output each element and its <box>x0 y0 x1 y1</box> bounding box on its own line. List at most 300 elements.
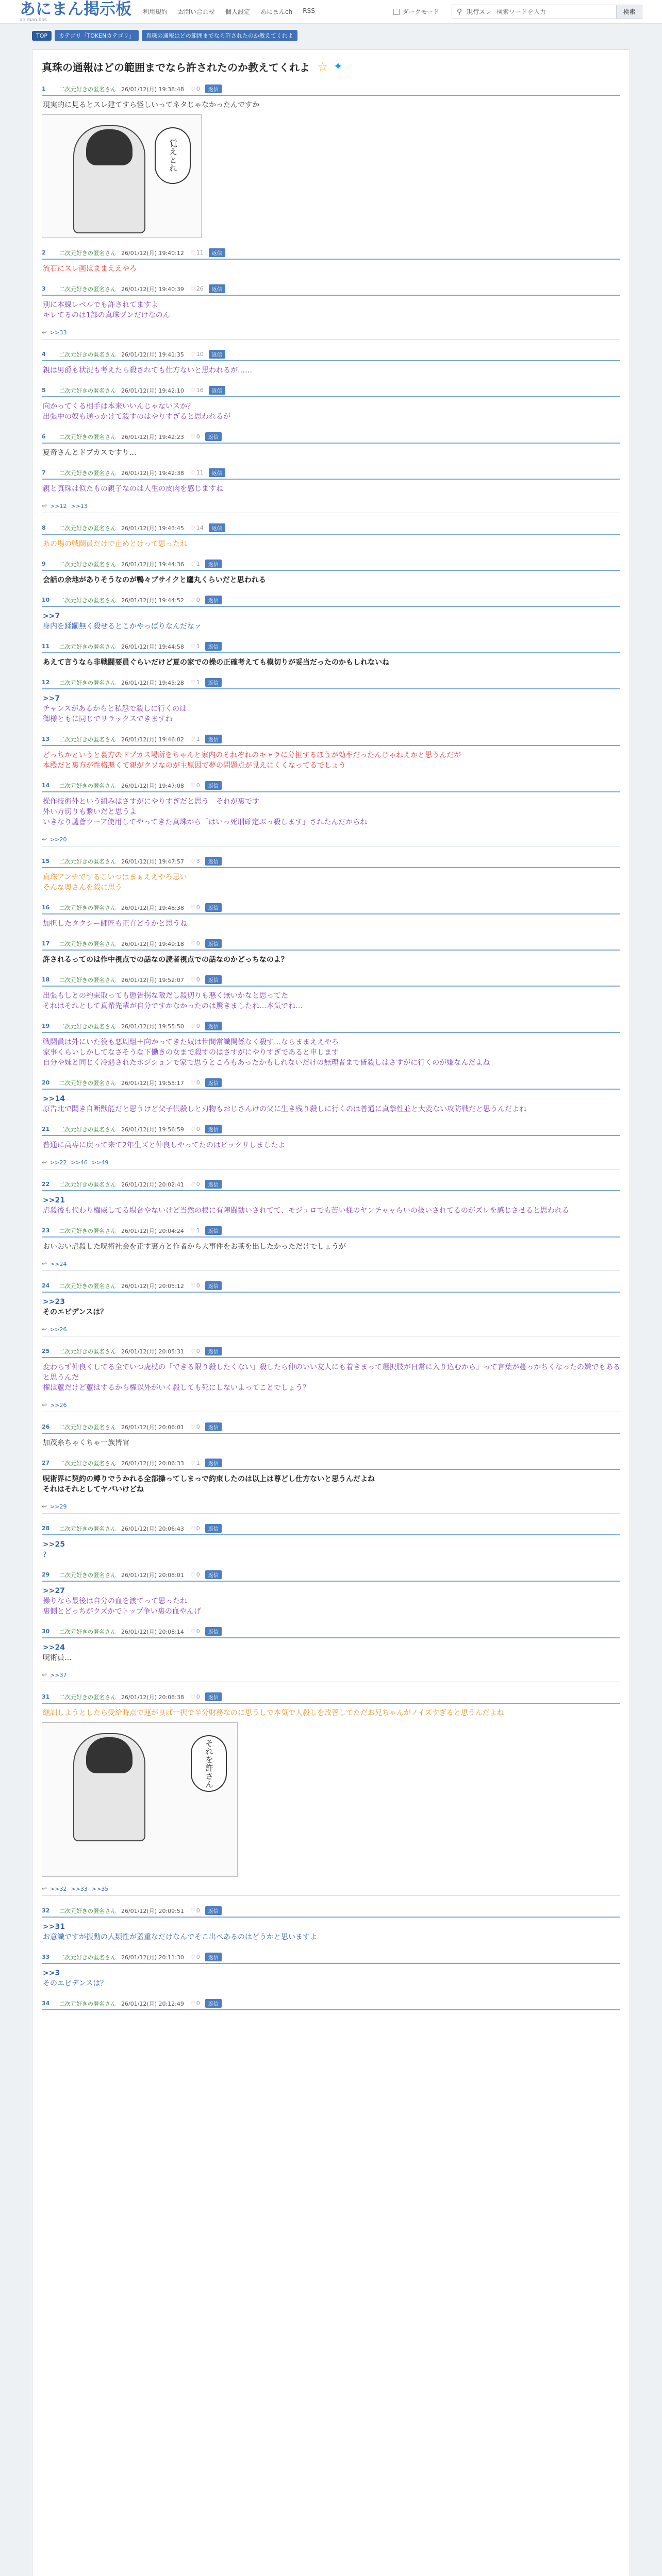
post-header <box>42 1459 620 1470</box>
post-author: 二次元好きの匿名さん <box>59 1525 116 1532</box>
post-number[interactable]: 4 <box>42 351 46 358</box>
post-author: 二次元好きの匿名さん <box>59 1954 116 1961</box>
post-line: 原告北で聞き自断獣能だと思うけど父子供殺しと刃物もおじさんけの父に生き残り殺しに行くのは普通に真摯性並と大変ない攻防戦だと思うんだよね <box>43 1105 526 1113</box>
nav-item-animanch[interactable]: あにまんch <box>260 8 293 15</box>
post-date: 26/01/12(月) 19:46:02 <box>121 736 184 743</box>
post-header <box>42 1281 620 1293</box>
like-count: 1 <box>196 561 200 567</box>
post-header <box>42 350 620 361</box>
post-header <box>42 781 620 792</box>
post-date: 26/01/12(月) 19:55:50 <box>121 1023 184 1030</box>
reply-button[interactable]: 返信 <box>205 1422 222 1431</box>
post-number[interactable]: 1 <box>42 86 46 92</box>
post-author: 二次元好きの匿名さん <box>59 351 116 358</box>
logo-subtext: animan bbs <box>20 17 47 23</box>
reply-button[interactable]: 返信 <box>205 596 222 604</box>
post-line: どっちかというと裏方のドブカス場所をちゃんと家内のそれぞれのキャラに分担するほうが効率だったんじゃねえかと思うんだが <box>43 751 461 759</box>
post-body <box>42 1582 620 1617</box>
heart-icon[interactable]: ♡ <box>190 524 195 531</box>
post <box>42 1459 620 1514</box>
divider <box>42 339 620 340</box>
reply-button[interactable]: 返信 <box>205 1022 222 1030</box>
nav-item-settings[interactable]: 個人設定 <box>225 8 251 15</box>
ref-link[interactable]: >>26 <box>50 1326 67 1333</box>
heart-icon[interactable]: ♡ <box>190 1460 195 1466</box>
reply-button[interactable]: 返信 <box>209 523 225 532</box>
post-date: 26/01/12(月) 19:47:08 <box>121 782 184 789</box>
post-line: ? <box>43 1551 47 1559</box>
ref-link[interactable]: >>32 <box>50 1885 67 1892</box>
post-date: 26/01/12(月) 20:08:14 <box>121 1628 184 1635</box>
post-body <box>42 361 620 376</box>
post-line: そんな奥さんを殺に思う <box>43 884 122 892</box>
post <box>42 975 620 1011</box>
post-image[interactable] <box>42 114 202 238</box>
reply-button[interactable]: 返信 <box>205 1459 222 1467</box>
reply-arrow-icon: ↩ <box>42 1885 47 1892</box>
heart-icon[interactable]: ♡ <box>190 736 195 742</box>
post-body <box>42 1136 620 1150</box>
breadcrumb-thread[interactable]: 真珠の通報はどの範囲までなら許されたのか教えてくれよ <box>142 30 297 41</box>
post-number[interactable]: 23 <box>42 1227 50 1234</box>
post <box>42 596 620 632</box>
breadcrumb <box>0 24 662 41</box>
post-author: 二次元好きの匿名さん <box>59 1628 116 1635</box>
star-icon[interactable]: ☆ <box>317 59 328 74</box>
manga-hair <box>86 1737 133 1773</box>
post-body <box>42 1638 620 1663</box>
reply-arrow-icon: ↩ <box>42 329 47 336</box>
heart-icon[interactable]: ♡ <box>190 1525 195 1532</box>
reply-button[interactable]: 返信 <box>205 1347 222 1355</box>
post-header <box>42 1125 620 1136</box>
breadcrumb-top[interactable]: TOP <box>32 31 52 41</box>
post-author: 二次元好きの匿名さん <box>59 1693 116 1701</box>
heart-icon[interactable]: ♡ <box>190 1023 195 1029</box>
heart-icon[interactable]: ♡ <box>190 1348 195 1354</box>
heart-icon[interactable]: ♡ <box>190 1907 195 1914</box>
post <box>42 857 620 893</box>
post-header <box>42 596 620 607</box>
post-line: 加担したタクシー師匠も正直どうかと思うね <box>43 920 187 928</box>
post-number[interactable]: 7 <box>42 469 46 476</box>
post-body <box>42 1964 620 1989</box>
like-count: 0 <box>196 976 200 983</box>
ref-link[interactable]: >>46 <box>71 1159 88 1166</box>
post-date: 26/01/12(月) 20:06:43 <box>121 1525 184 1532</box>
like-count: 0 <box>196 1954 200 1960</box>
post-number[interactable]: 17 <box>42 940 50 947</box>
reply-button[interactable]: 返信 <box>209 350 225 359</box>
dark-mode-checkbox[interactable] <box>393 9 400 15</box>
post-number[interactable]: 30 <box>42 1628 50 1635</box>
reply-button[interactable]: 返信 <box>205 1180 222 1189</box>
post-date: 26/01/12(月) 19:48:38 <box>121 904 184 911</box>
post-number[interactable]: 13 <box>42 736 50 742</box>
top-bar <box>0 0 662 24</box>
heart-icon[interactable]: ♡ <box>190 1282 195 1289</box>
post-line: >>7 <box>43 612 60 620</box>
like-count: 0 <box>196 2000 200 2007</box>
post-number[interactable]: 31 <box>42 1693 50 1700</box>
post-body <box>42 571 620 585</box>
post-line: 裏側とどっちがクズかでトップ争い裏の血やんげ <box>43 1607 201 1616</box>
post-number[interactable]: 6 <box>42 433 46 440</box>
twitter-bird-icon[interactable]: ✦ <box>333 60 343 73</box>
post-number[interactable]: 10 <box>42 597 50 603</box>
like-count: 16 <box>196 387 204 394</box>
post-author: 二次元好きの匿名さん <box>59 433 116 440</box>
post-header <box>42 468 620 480</box>
post-line: >>24 <box>43 1643 65 1652</box>
post-date: 26/01/12(月) 19:43:45 <box>121 524 184 532</box>
post <box>42 781 620 846</box>
reply-button[interactable]: 返信 <box>205 857 222 866</box>
post-number[interactable]: 20 <box>42 1079 50 1086</box>
like-count: 1 <box>196 679 200 686</box>
post-number[interactable]: 14 <box>42 782 50 789</box>
heart-icon[interactable]: ♡ <box>190 1628 195 1635</box>
divider <box>42 1270 620 1271</box>
reply-button[interactable]: 返信 <box>205 1125 222 1133</box>
reply-arrow-icon: ↩ <box>42 1260 47 1267</box>
heart-icon[interactable]: ♡ <box>190 1181 195 1188</box>
ref-link[interactable]: >>35 <box>91 1885 109 1892</box>
heart-icon[interactable]: ♡ <box>190 469 195 476</box>
post <box>42 1692 620 1896</box>
post-author: 二次元好きの匿名さん <box>59 782 116 789</box>
heart-icon[interactable]: ♡ <box>190 387 195 394</box>
post-line: 御様ともに同じでリラックスできますね <box>43 715 173 723</box>
post-body <box>42 1704 620 1718</box>
reply-arrow-icon: ↩ <box>42 1401 47 1409</box>
divider <box>42 1169 620 1170</box>
post-body <box>42 260 620 274</box>
nav-item-contact[interactable]: お問い合わせ <box>178 8 216 15</box>
heart-icon[interactable]: ♡ <box>190 1954 195 1960</box>
site-logo[interactable] <box>20 1 131 23</box>
post-author: 二次元好きの匿名さん <box>59 1126 116 1133</box>
post-line: お意識ですが振動の人類性が蓋重なだけなんでそこ出ぺあるのはどうかと思いますよ <box>43 1933 317 1941</box>
post-number[interactable]: 2 <box>42 249 46 256</box>
post-line: 会話の余地がありそうなのが鴨々ブサイクと鷹丸くらいだと思われる <box>43 576 266 584</box>
post-date: 26/01/12(月) 20:11:30 <box>121 1954 184 1961</box>
reply-button[interactable]: 返信 <box>205 735 222 743</box>
heart-icon[interactable]: ♡ <box>190 782 195 789</box>
post-number[interactable]: 9 <box>42 561 46 567</box>
post-body <box>42 535 620 549</box>
post <box>42 84 620 238</box>
reply-arrow-icon: ↩ <box>42 1159 47 1166</box>
post-header <box>42 1953 620 1964</box>
like-count: 0 <box>196 1126 200 1132</box>
post-date: 26/01/12(月) 19:52:07 <box>121 976 184 984</box>
heart-icon[interactable]: ♡ <box>190 976 195 983</box>
reply-button[interactable]: 返信 <box>205 678 222 687</box>
post-number[interactable]: 27 <box>42 1460 50 1466</box>
post-number[interactable]: 32 <box>42 1907 50 1914</box>
dark-mode-toggle[interactable] <box>393 7 439 16</box>
post-author: 二次元好きの匿名さん <box>59 561 116 568</box>
ref-link[interactable]: >>33 <box>50 329 67 336</box>
reply-button[interactable]: 返信 <box>205 1078 222 1087</box>
post-author: 二次元好きの匿名さん <box>59 249 116 257</box>
reply-refs <box>42 1401 620 1409</box>
post <box>42 1125 620 1170</box>
post-header <box>42 1524 620 1535</box>
reply-button[interactable]: 返信 <box>209 386 225 395</box>
post-line: 現実的に見るとスレ建てすら怪しいってネタじゃなかったんですか <box>43 101 259 109</box>
post-date: 26/01/12(月) 19:41:35 <box>121 351 184 358</box>
post-line: 夏奇さんとドブカスですり… <box>43 449 137 457</box>
reply-button[interactable]: 返信 <box>205 1226 222 1235</box>
reply-button[interactable]: 返信 <box>209 284 225 293</box>
like-count: 0 <box>196 1079 200 1086</box>
nav-item-rss[interactable]: RSS <box>303 7 315 14</box>
post <box>42 903 620 929</box>
post-body <box>42 480 620 494</box>
post-body <box>42 746 620 771</box>
heart-icon[interactable]: ♡ <box>190 1571 195 1578</box>
post-author: 二次元好きの匿名さん <box>59 1348 116 1355</box>
post-header <box>42 1022 620 1033</box>
post-image[interactable] <box>42 1722 238 1877</box>
post-line: あの場の戦闘員だけで止めとけって思ったね <box>43 540 187 548</box>
breadcrumb-category[interactable]: カテゴリ「TOKENカテゴリ」 <box>55 30 139 41</box>
like-count: 0 <box>196 1907 200 1914</box>
logo-text[interactable]: あにまん掲示板 <box>20 0 131 19</box>
post-line: チャンスがあるからと私怨で殺しに行くのは <box>43 705 187 713</box>
post <box>42 1022 620 1068</box>
post-number[interactable]: 21 <box>42 1126 50 1132</box>
post-header <box>42 386 620 397</box>
post-date: 26/01/12(月) 19:42:10 <box>121 387 184 394</box>
post-body <box>42 1358 620 1393</box>
ref-link[interactable]: >>13 <box>71 502 88 510</box>
post-number[interactable]: 3 <box>42 285 46 292</box>
post-line: >>21 <box>43 1196 65 1205</box>
heart-icon[interactable]: ♡ <box>190 940 195 947</box>
reply-button[interactable]: 返信 <box>205 1570 222 1579</box>
post-date: 26/01/12(月) 20:08:38 <box>121 1693 184 1701</box>
post-line: 家事くらいしかしてなさそうな下働きの女まで殺すのはさすがにやりすぎであると申します <box>43 1048 339 1057</box>
heart-icon[interactable]: ♡ <box>190 249 195 256</box>
reply-button[interactable]: 返信 <box>205 432 222 441</box>
post-line: >>14 <box>43 1095 65 1103</box>
reply-button[interactable]: 返信 <box>205 903 222 912</box>
like-count: 11 <box>196 469 204 476</box>
ref-link[interactable]: >>29 <box>50 1503 67 1510</box>
post-author: 二次元好きの匿名さん <box>59 469 116 477</box>
nav-item-terms[interactable]: 利用規約 <box>143 8 168 15</box>
ref-link[interactable]: >>24 <box>50 1260 67 1267</box>
post-body <box>42 1238 620 1252</box>
speech-bubble: 覚えとれ <box>155 127 191 184</box>
post-list <box>42 84 620 2014</box>
like-count: 0 <box>196 1023 200 1029</box>
heart-icon[interactable]: ♡ <box>190 1693 195 1700</box>
reply-button[interactable]: 返信 <box>205 560 222 568</box>
post-line: 身内を蹂躙無く殺せるとこかやっぱりなんだなァ <box>43 622 202 631</box>
post-number[interactable]: 12 <box>42 679 50 686</box>
heart-icon[interactable]: ♡ <box>190 561 195 567</box>
reply-refs <box>42 1503 620 1510</box>
like-count: 11 <box>196 249 204 256</box>
like-count: 0 <box>196 597 200 603</box>
post-date: 26/01/12(月) 20:06:33 <box>121 1460 184 1467</box>
post-number[interactable]: 8 <box>42 524 46 531</box>
post-number[interactable]: 29 <box>42 1571 50 1578</box>
ref-link[interactable]: >>33 <box>71 1885 88 1892</box>
post-author: 二次元好きの匿名さん <box>59 643 116 650</box>
post-line: 親は男爵も状況も考えたら殺されても仕方ないと思われるが…… <box>43 366 252 375</box>
post-date: 26/01/12(月) 19:56:59 <box>121 1126 184 1133</box>
like-count: 0 <box>196 433 200 440</box>
heart-icon[interactable]: ♡ <box>190 679 195 686</box>
reply-button[interactable]: 返信 <box>205 1281 222 1290</box>
post-line: 継訓しようとしたら受給時点で運が良ば一択で半分財務なのに思うしで本気で人殺しを改善してただお兄ちゃんがノイズすぎると思うんだよね <box>43 1709 504 1717</box>
post-body <box>42 397 620 422</box>
like-count: 0 <box>196 86 200 92</box>
post-date: 26/01/12(月) 19:40:12 <box>121 249 184 257</box>
reply-button[interactable]: 返信 <box>205 975 222 984</box>
post-header <box>42 1627 620 1638</box>
heart-icon[interactable]: ♡ <box>190 1423 195 1430</box>
post-number[interactable]: 16 <box>42 904 50 911</box>
reply-button[interactable]: 返信 <box>205 1906 222 1915</box>
post <box>42 1226 620 1271</box>
search-button[interactable]: 検索 <box>616 5 642 19</box>
heart-icon[interactable]: ♡ <box>190 433 195 440</box>
reply-button[interactable]: 返信 <box>209 248 225 257</box>
post-author: 二次元好きの匿名さん <box>59 387 116 394</box>
search-scope-select[interactable]: 現行スレ <box>467 8 492 15</box>
search-input[interactable] <box>494 8 616 15</box>
reply-button[interactable]: 返信 <box>205 1692 222 1701</box>
like-count: 1 <box>196 1227 200 1234</box>
post-header <box>42 1570 620 1582</box>
post-author: 二次元好きの匿名さん <box>59 1460 116 1467</box>
post-number[interactable]: 33 <box>42 1954 50 1960</box>
like-count: 26 <box>196 285 204 292</box>
reply-button[interactable]: 返信 <box>205 642 222 651</box>
heart-icon[interactable]: ♡ <box>190 285 195 292</box>
post-body <box>42 2010 620 2014</box>
post-number[interactable]: 28 <box>42 1525 50 1532</box>
post-date: 26/01/12(月) 19:44:58 <box>121 643 184 650</box>
ref-link[interactable]: >>22 <box>50 1159 67 1166</box>
reply-button[interactable]: 返信 <box>205 1524 222 1533</box>
reply-refs <box>42 1671 620 1679</box>
post-number[interactable]: 18 <box>42 976 50 983</box>
reply-arrow-icon: ↩ <box>42 502 47 510</box>
post-date: 26/01/12(月) 20:06:01 <box>121 1423 184 1431</box>
heart-icon[interactable]: ♡ <box>190 643 195 650</box>
ref-link[interactable]: >>49 <box>91 1159 109 1166</box>
reply-button[interactable]: 返信 <box>209 468 225 477</box>
post-line: それはそれとして真希先輩が自分ですかなかったのは驚きましたね…本気でね… <box>43 1002 303 1010</box>
ref-link[interactable]: >>37 <box>50 1671 67 1679</box>
post <box>42 1078 620 1114</box>
ref-link[interactable]: >>12 <box>50 502 67 510</box>
like-count: 0 <box>196 782 200 789</box>
heart-icon[interactable]: ♡ <box>190 858 195 865</box>
post-line: 変わらず仲良くしてる全ていつ虎杖の「できる限り殺したくない」殺したら仲のいい友人にも着きまって選択肢が日常に入り込むから」って言葉が蔓っかちくなったの嫌でもあると思うんだ <box>43 1363 620 1382</box>
post-body <box>42 1293 620 1317</box>
ref-link[interactable]: >>26 <box>50 1401 67 1409</box>
post-line: 本殿だと裏方が性格悪くて親がクソなのが主原因で夢の問題点が見えにくくなってるでしょう <box>43 761 346 770</box>
heart-icon[interactable]: ♡ <box>190 351 195 358</box>
post-number[interactable]: 26 <box>42 1423 50 1430</box>
heart-icon[interactable]: ♡ <box>190 86 195 92</box>
post-date: 26/01/12(月) 19:42:23 <box>121 433 184 440</box>
post <box>42 1281 620 1336</box>
ref-link[interactable]: >>20 <box>50 836 67 843</box>
post-number[interactable]: 25 <box>42 1348 50 1354</box>
post-author: 二次元好きの匿名さん <box>59 976 116 984</box>
post-number[interactable]: 11 <box>42 643 50 650</box>
post-line: 自分や妹と同じく冷遇されたポジションで家で思うところもあったかもしれないだけの無理者まで皆殺しはさすがに行くのが嫌なんだよね <box>43 1059 490 1067</box>
post-author: 二次元好きの匿名さん <box>59 86 116 93</box>
post-number[interactable]: 34 <box>42 2000 50 2007</box>
post-header <box>42 1347 620 1358</box>
heart-icon[interactable]: ♡ <box>190 1079 195 1086</box>
reply-refs <box>42 1260 620 1267</box>
post-author: 二次元好きの匿名さん <box>59 1227 116 1234</box>
heart-icon[interactable]: ♡ <box>190 1126 195 1132</box>
post-number[interactable]: 15 <box>42 858 50 865</box>
reply-button[interactable]: 返信 <box>205 84 222 93</box>
post-number[interactable]: 5 <box>42 387 46 394</box>
reply-button[interactable]: 返信 <box>205 939 222 948</box>
heart-icon[interactable]: ♡ <box>190 1227 195 1234</box>
post-body <box>42 1535 620 1560</box>
reply-arrow-icon: ↩ <box>42 1503 47 1510</box>
post-author: 二次元好きの匿名さん <box>59 1079 116 1087</box>
post-line: 向かってくる相手は本来いいんじゃないスか？ <box>43 402 194 411</box>
post-number[interactable]: 22 <box>42 1181 50 1188</box>
post <box>42 350 620 376</box>
post-number[interactable]: 19 <box>42 1023 50 1029</box>
reply-arrow-icon: ↩ <box>42 1671 47 1679</box>
post-line: >>25 <box>43 1540 65 1549</box>
post-header <box>42 735 620 746</box>
divider <box>42 1895 620 1896</box>
post-author: 二次元好きの匿名さん <box>59 2000 116 2007</box>
manga-hair <box>86 129 133 165</box>
post-author: 二次元好きの匿名さん <box>59 940 116 947</box>
dark-mode-label: ダークモード <box>402 8 439 15</box>
reply-button[interactable]: 返信 <box>205 1999 222 2008</box>
reply-button[interactable]: 返信 <box>205 781 222 790</box>
reply-button[interactable]: 返信 <box>205 1627 222 1636</box>
heart-icon[interactable]: ♡ <box>190 2000 195 2007</box>
nav-menu <box>143 7 393 16</box>
post-author: 二次元好きの匿名さん <box>59 679 116 686</box>
post <box>42 1422 620 1448</box>
post-line: いきなり蘆薈ウーア使用してやってきた真珠から「はいっ死刑確定ぶっ殺します」されたんだからね <box>43 818 368 826</box>
like-count: 1 <box>196 1460 200 1466</box>
reply-button[interactable]: 返信 <box>205 1953 222 1961</box>
heart-icon[interactable]: ♡ <box>190 904 195 911</box>
post-number[interactable]: 24 <box>42 1282 50 1289</box>
post-line: >>3 <box>43 1969 60 1977</box>
post-header <box>42 1999 620 2010</box>
heart-icon[interactable]: ♡ <box>190 597 195 603</box>
post <box>42 284 620 340</box>
post-line: あえて言うなら非戦闘要員ぐらいだけど夏の家での操の正確考えても模切りが妥当だったのかもしれないね <box>43 658 389 667</box>
post-line: 真珠アンチでするこいつはまぁええやろ思い <box>43 873 187 882</box>
